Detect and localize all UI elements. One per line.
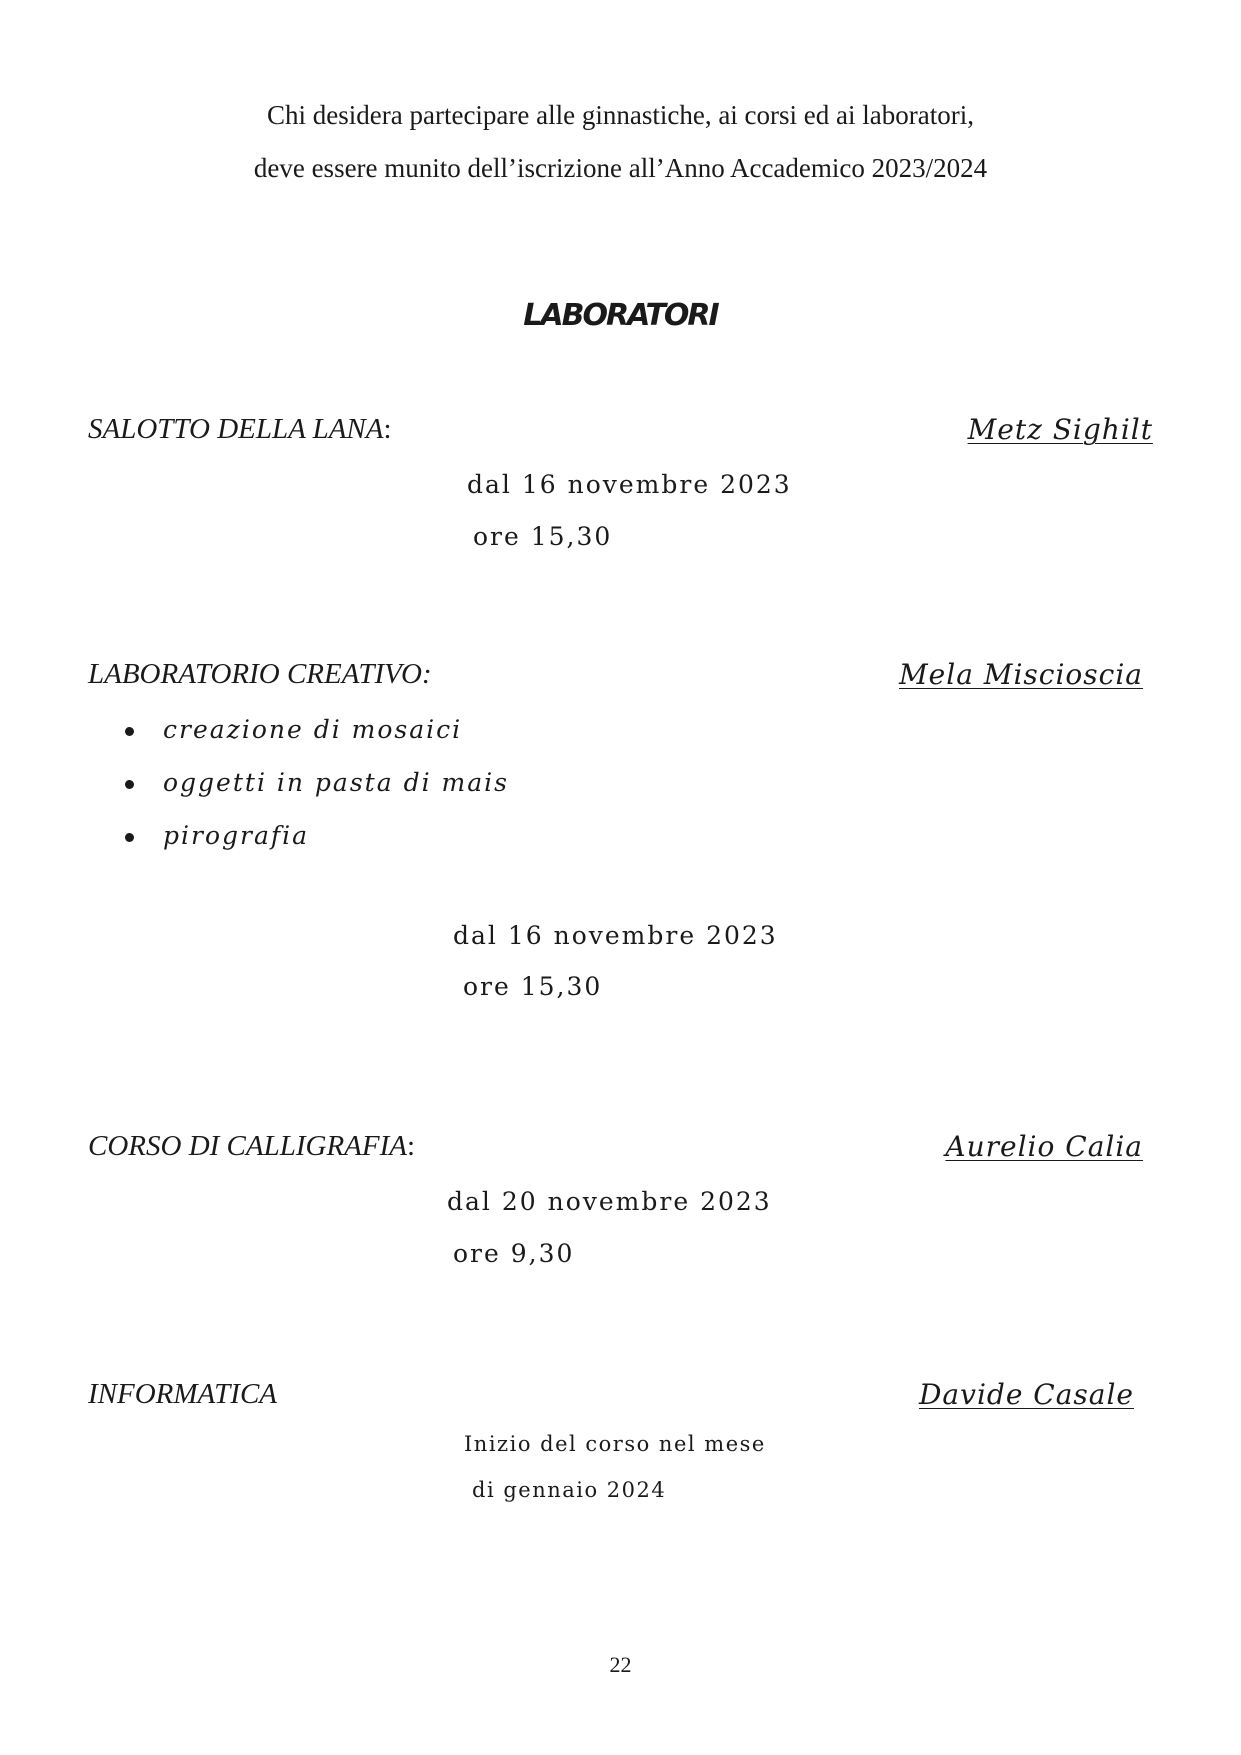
teacher-creativo: Mela Miscioscia bbox=[899, 658, 1143, 691]
course-title-salotto bbox=[88, 413, 392, 446]
schedule-time-creativo: ore 15,30 bbox=[463, 972, 603, 1001]
list-item bbox=[125, 715, 509, 768]
list-item-label: pirografia bbox=[163, 821, 310, 850]
schedule-date-salotto: dal 16 novembre 2023 bbox=[467, 470, 792, 499]
course-name: SALOTTO DELLA LANA bbox=[88, 413, 384, 445]
bullet-icon bbox=[125, 780, 134, 789]
course-title-informatica: INFORMATICA bbox=[88, 1378, 278, 1410]
page-title: LABORATORI bbox=[523, 298, 718, 333]
course-colon: : bbox=[383, 413, 392, 445]
activity-list bbox=[125, 715, 509, 874]
schedule-date-calligrafia: dal 20 novembre 2023 bbox=[447, 1187, 772, 1216]
intro-line-1: Chi desidera partecipare alle ginnastiche, ai corsi ed ai laboratori, bbox=[267, 100, 974, 130]
page-number: 22 bbox=[609, 1652, 632, 1677]
teacher-salotto: Metz Sighilt bbox=[967, 413, 1153, 446]
intro-line-2: deve essere munito dell’iscrizione all’Anno Accademico 2023/2024 bbox=[253, 153, 988, 183]
teacher-informatica: Davide Casale bbox=[918, 1378, 1134, 1411]
schedule-start-informatica: Inizio del corso nel mese bbox=[464, 1432, 766, 1456]
teacher-calligrafia: Aurelio Calia bbox=[945, 1130, 1143, 1163]
course-title-creativo: LABORATORIO CREATIVO: bbox=[88, 658, 432, 690]
list-item bbox=[125, 768, 509, 821]
list-item bbox=[125, 821, 509, 874]
schedule-time-calligrafia: ore 9,30 bbox=[453, 1239, 575, 1268]
list-item-label: oggetti in pasta di mais bbox=[163, 768, 509, 797]
course-name: CORSO DI CALLIGRAFIA bbox=[88, 1130, 407, 1162]
course-colon: : bbox=[406, 1130, 416, 1162]
schedule-date-creativo: dal 16 novembre 2023 bbox=[453, 921, 778, 950]
list-item-label: creazione di mosaici bbox=[163, 715, 463, 744]
bullet-icon bbox=[125, 727, 134, 736]
bullet-icon bbox=[125, 833, 134, 842]
schedule-month-informatica: di gennaio 2024 bbox=[472, 1478, 667, 1502]
schedule-time-salotto: ore 15,30 bbox=[473, 522, 613, 551]
course-title-calligrafia bbox=[88, 1130, 415, 1163]
